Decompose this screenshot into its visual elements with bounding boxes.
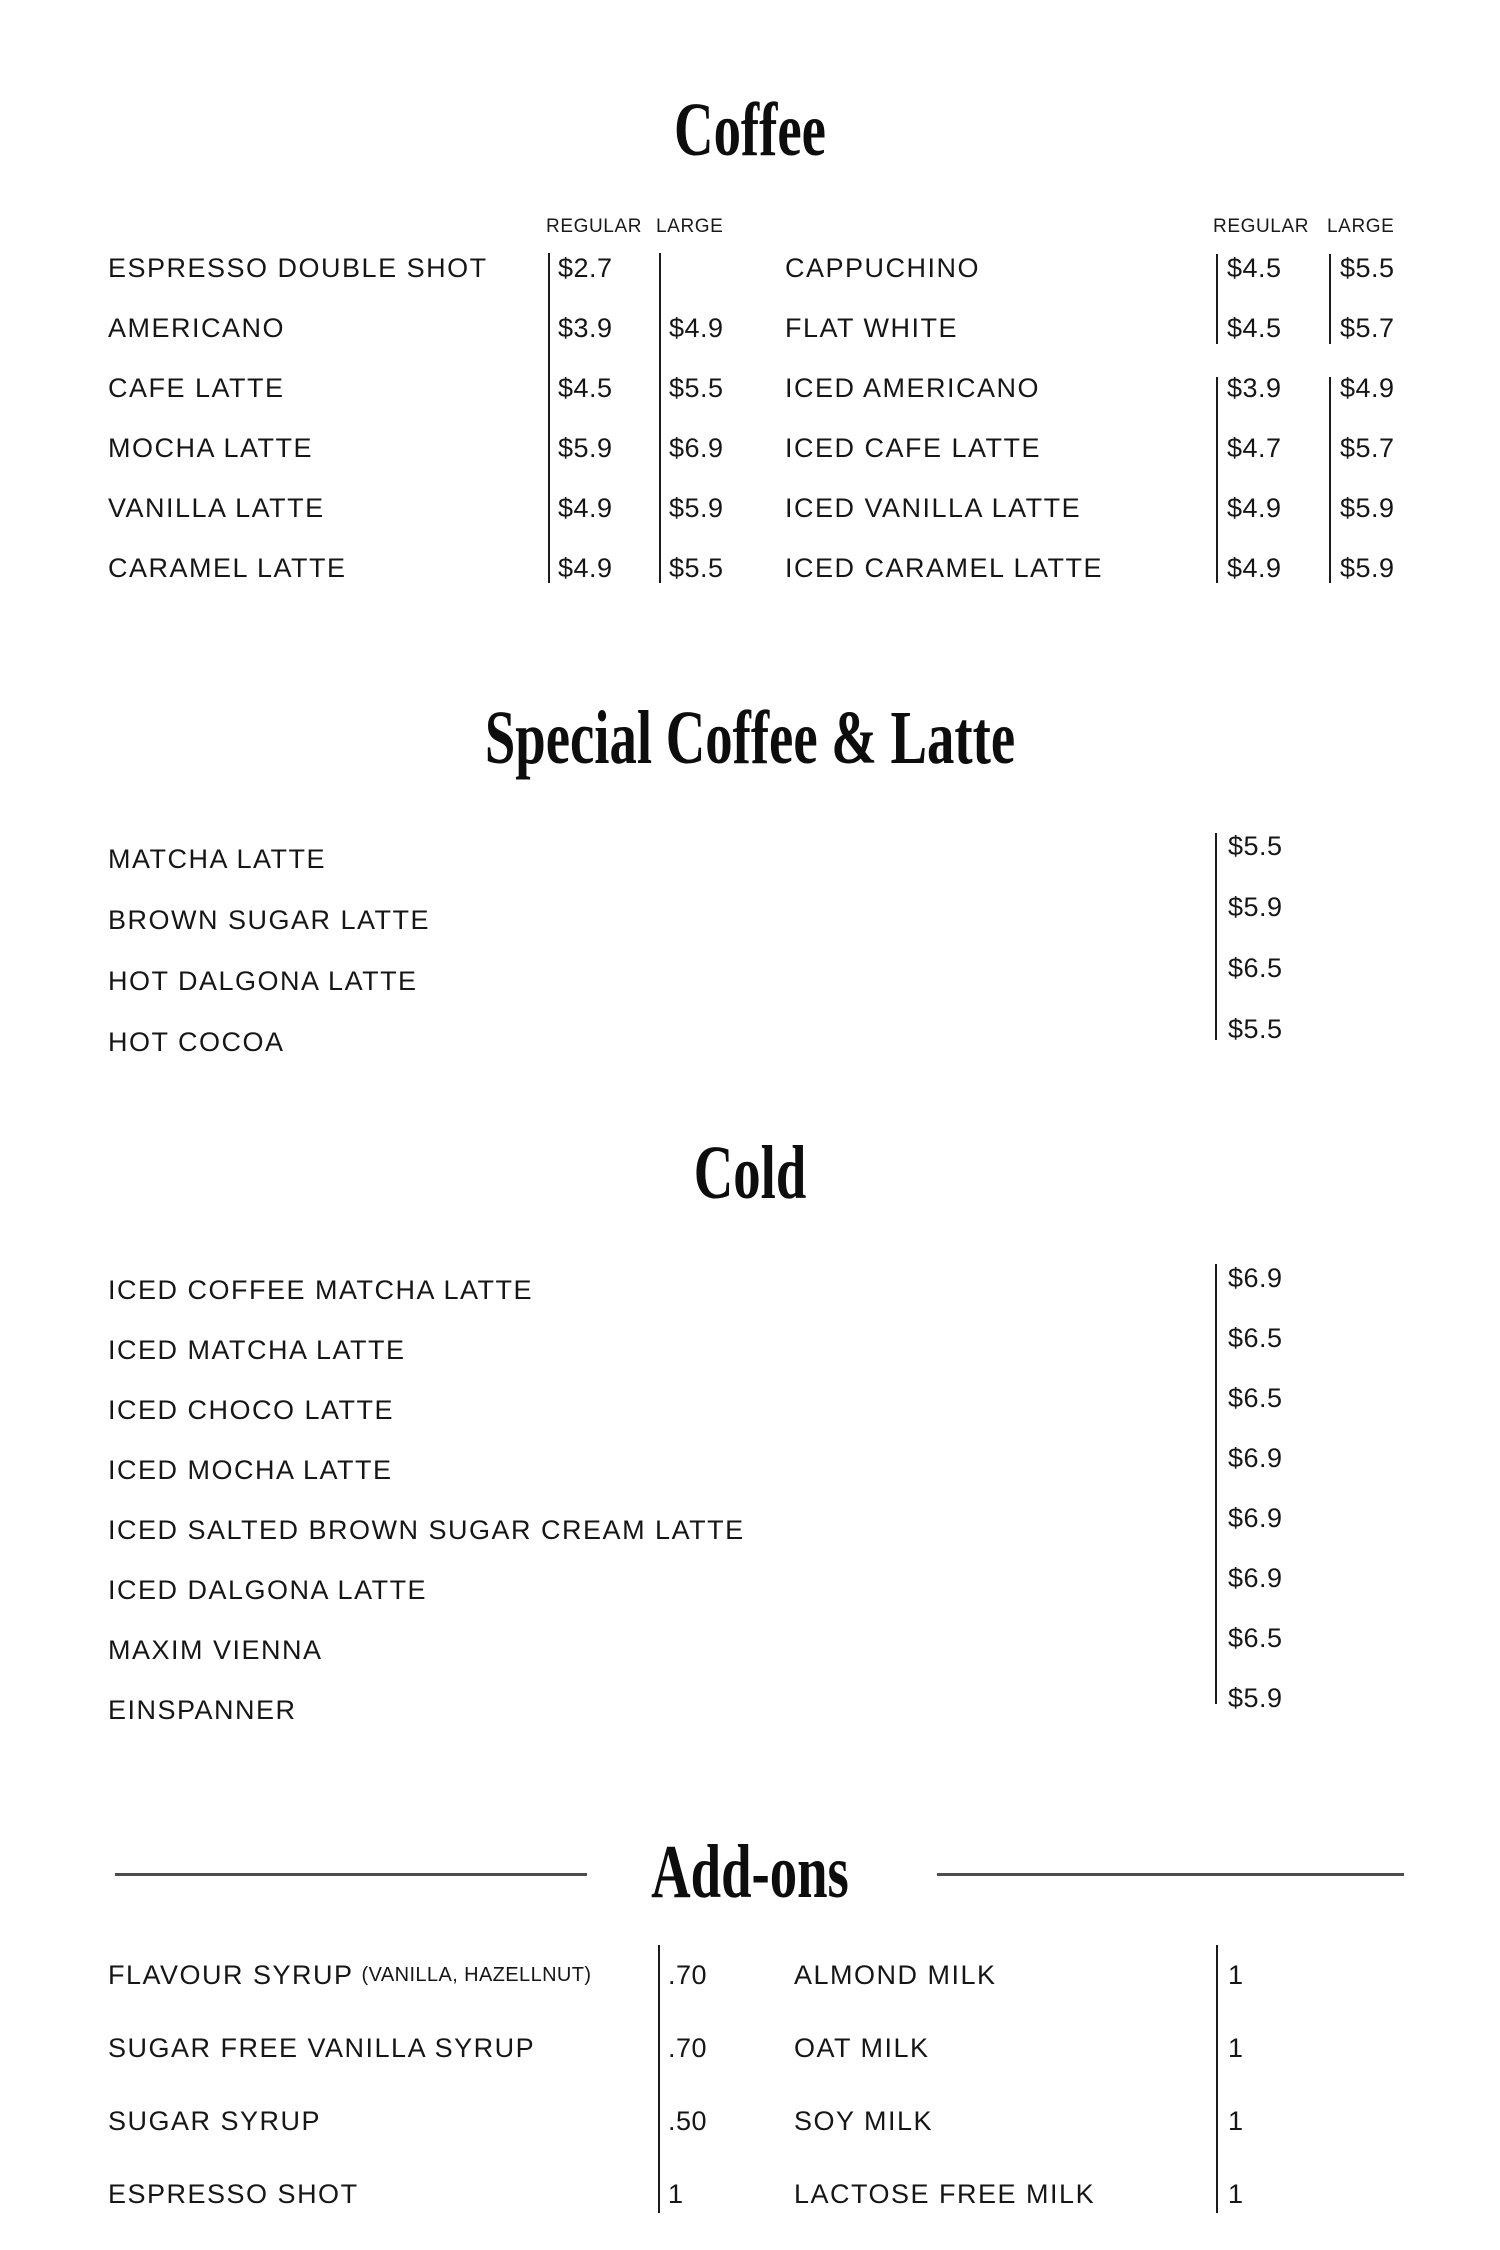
item-name: MATCHA LATTE (108, 844, 327, 874)
item-price-regular: $4.9 (558, 492, 613, 523)
coffee-left-large-prices (669, 238, 724, 598)
item-name: VANILLA LATTE (108, 492, 325, 523)
price-row (1228, 877, 1283, 938)
item-name: SUGAR SYRUP (108, 2106, 322, 2136)
price-row (1227, 238, 1282, 298)
item-price-large: $5.7 (1340, 432, 1395, 463)
item-price: $5.9 (1228, 892, 1283, 922)
menu-item-row (108, 2085, 591, 2158)
item-price: .50 (668, 2106, 708, 2136)
item-price: $6.9 (1228, 1562, 1283, 1593)
section-title-coffee: Coffee (674, 88, 826, 172)
item-name: BROWN SUGAR LATTE (108, 905, 431, 935)
item-name: ICED COFFEE MATCHA LATTE (108, 1274, 534, 1305)
price-divider-line (1215, 833, 1217, 1040)
item-price: $6.5 (1228, 1322, 1283, 1353)
price-row (1227, 538, 1282, 598)
item-name: MAXIM VIENNA (108, 1634, 323, 1665)
price-row (669, 478, 724, 538)
menu-item-row (794, 2085, 1095, 2158)
item-name: ICED CAFE LATTE (785, 432, 1042, 463)
price-row (1227, 418, 1282, 478)
item-price-large: $4.9 (669, 312, 724, 343)
price-row (1228, 999, 1283, 1060)
item-price-regular: $4.5 (558, 372, 613, 403)
menu-item-row (108, 1680, 745, 1740)
special-prices (1228, 816, 1283, 1060)
item-name: SUGAR FREE VANILLA SYRUP (108, 2033, 536, 2063)
item-price: 1 (668, 2179, 684, 2209)
item-name: FLAT WHITE (785, 312, 959, 343)
menu-item-row (108, 1500, 745, 1560)
price-row (1228, 1428, 1283, 1488)
menu-item-row (108, 298, 488, 358)
item-price: $6.9 (1228, 1262, 1283, 1293)
title-rule-left (115, 1873, 587, 1876)
price-row (1340, 538, 1395, 598)
section-title-special: Special Coffee & Latte (484, 696, 1016, 780)
menu-item-row (108, 358, 488, 418)
item-price-regular: $4.5 (1227, 312, 1282, 343)
item-price: 1 (1228, 2033, 1244, 2063)
menu-item-row (108, 2158, 591, 2231)
price-row (669, 418, 724, 478)
item-name: CAFE LATTE (108, 372, 285, 403)
item-price: 1 (1228, 2179, 1244, 2209)
column-header-regular-left: REGULAR (546, 216, 643, 237)
price-row (1227, 298, 1282, 358)
price-row (1228, 2012, 1244, 2085)
item-price: 1 (1228, 2106, 1244, 2136)
menu-item-row (108, 829, 430, 890)
item-price: $5.5 (1228, 831, 1283, 861)
price-row (668, 1939, 707, 2012)
item-price: 1 (1228, 1960, 1244, 1990)
section-title-addons: Add-ons (651, 1830, 849, 1914)
item-name: HOT COCOA (108, 1027, 285, 1057)
item-name: MOCHA LATTE (108, 432, 314, 463)
price-divider-line (548, 253, 550, 583)
price-row (1340, 238, 1395, 298)
price-divider-line (1216, 377, 1218, 583)
item-name: EINSPANNER (108, 1694, 297, 1725)
section-title-cold: Cold (693, 1131, 807, 1215)
item-price-large: $5.9 (1340, 552, 1395, 583)
price-row (668, 2085, 707, 2158)
price-divider-line (1329, 377, 1331, 583)
price-row (669, 238, 724, 298)
price-divider-line (1216, 254, 1218, 344)
price-row (1228, 1939, 1244, 2012)
price-row (1228, 1548, 1283, 1608)
menu-item-row (108, 951, 430, 1012)
price-row (1228, 938, 1283, 999)
item-price-large: $5.7 (1340, 312, 1395, 343)
item-price-large: $4.9 (1340, 372, 1395, 403)
item-name: CAPPUCHINO (785, 252, 981, 283)
item-name: ICED CARAMEL LATTE (785, 552, 1104, 583)
coffee-left-names (108, 238, 488, 598)
menu-item-row (108, 1939, 591, 2012)
addons-left-names (108, 1939, 591, 2231)
item-price: $6.5 (1228, 1622, 1283, 1653)
price-row (668, 2012, 707, 2085)
menu-item-row (108, 1260, 745, 1320)
price-row (1228, 1368, 1283, 1428)
price-row (1228, 1668, 1283, 1728)
item-name: ICED VANILLA LATTE (785, 492, 1082, 523)
title-rule-right (937, 1873, 1404, 1876)
price-row (1340, 418, 1395, 478)
item-name: SOY MILK (794, 2106, 934, 2136)
price-row (558, 238, 613, 298)
special-names (108, 829, 430, 1073)
cold-names (108, 1260, 745, 1740)
price-row (1228, 1608, 1283, 1668)
menu-item-row (108, 1620, 745, 1680)
item-price-regular: $4.7 (1227, 432, 1282, 463)
menu-item-row (794, 1939, 1095, 2012)
item-price: $6.9 (1228, 1442, 1283, 1473)
item-name: HOT DALGONA LATTE (108, 966, 418, 996)
price-row (558, 418, 613, 478)
menu-item-row (108, 1440, 745, 1500)
menu-item-row (108, 478, 488, 538)
item-name: FLAVOUR SYRUP (108, 1960, 354, 1990)
item-price-regular: $4.9 (1227, 492, 1282, 523)
menu-item-row (108, 238, 488, 298)
coffee-right-names (785, 238, 1103, 598)
item-price-regular: $3.9 (558, 312, 613, 343)
price-row (1340, 358, 1395, 418)
item-price-large: $5.5 (669, 372, 724, 403)
price-row (668, 2158, 707, 2231)
item-price: .70 (668, 1960, 708, 1990)
item-name: ICED CHOCO LATTE (108, 1394, 395, 1425)
menu-item-row (108, 1560, 745, 1620)
price-row (558, 298, 613, 358)
price-row (1228, 2158, 1244, 2231)
menu-item-row (785, 538, 1103, 598)
item-price-regular: $2.7 (558, 252, 613, 283)
item-price: $5.5 (1228, 1014, 1283, 1044)
column-header-regular-right: REGULAR (1213, 216, 1310, 237)
price-row (1340, 298, 1395, 358)
menu-item-row (785, 358, 1103, 418)
item-price-large: $5.5 (669, 552, 724, 583)
item-name: ESPRESSO DOUBLE SHOT (108, 252, 488, 283)
item-price-large: $5.9 (669, 492, 724, 523)
price-row (1228, 816, 1283, 877)
item-price-large: $5.9 (1340, 492, 1395, 523)
price-divider-line (659, 253, 661, 583)
cold-prices (1228, 1248, 1283, 1728)
price-row (669, 538, 724, 598)
addons-left-prices (668, 1939, 707, 2231)
price-row (1227, 478, 1282, 538)
item-name: ESPRESSO SHOT (108, 2179, 359, 2209)
price-row (558, 538, 613, 598)
item-name: ICED MOCHA LATTE (108, 1454, 393, 1485)
menu-item-row (108, 538, 488, 598)
item-name: ALMOND MILK (794, 1960, 997, 1990)
price-row (669, 358, 724, 418)
item-price-large: $6.9 (669, 432, 724, 463)
item-price-regular: $3.9 (1227, 372, 1282, 403)
menu-item-row (108, 1320, 745, 1380)
price-row (558, 358, 613, 418)
item-price-regular: $4.9 (558, 552, 613, 583)
item-price: $6.9 (1228, 1502, 1283, 1533)
item-price: $5.9 (1228, 1682, 1283, 1713)
price-divider-line (658, 1945, 660, 2213)
item-name: OAT MILK (794, 2033, 930, 2063)
column-header-large-left: LARGE (656, 216, 724, 237)
price-divider-line (1215, 1264, 1217, 1704)
item-price: $6.5 (1228, 1382, 1283, 1413)
menu-item-row (794, 2158, 1095, 2231)
coffee-right-regular-prices (1227, 238, 1282, 598)
item-name: CARAMEL LATTE (108, 552, 347, 583)
menu-item-row (108, 1012, 430, 1073)
item-price: $6.5 (1228, 953, 1283, 983)
price-row (1228, 2085, 1244, 2158)
menu-item-row (108, 418, 488, 478)
menu-item-row (785, 478, 1103, 538)
menu-item-row (785, 418, 1103, 478)
item-price-regular: $4.9 (1227, 552, 1282, 583)
menu-item-row (108, 1380, 745, 1440)
menu-item-row (785, 238, 1103, 298)
item-name: ICED DALGONA LATTE (108, 1574, 428, 1605)
coffee-right-large-prices (1340, 238, 1395, 598)
item-name: ICED AMERICANO (785, 372, 1041, 403)
price-row (1228, 1248, 1283, 1308)
price-row (1228, 1308, 1283, 1368)
price-row (1228, 1488, 1283, 1548)
menu-item-row (794, 2012, 1095, 2085)
menu-item-row (785, 298, 1103, 358)
item-name: AMERICANO (108, 312, 286, 343)
addons-right-names (794, 1939, 1095, 2231)
item-price: .70 (668, 2033, 708, 2063)
item-note: (VANILLA, HAZELLNUT) (361, 1964, 592, 1986)
item-name: LACTOSE FREE MILK (794, 2179, 1096, 2209)
item-name: ICED SALTED BROWN SUGAR CREAM LATTE (108, 1514, 745, 1545)
item-price-regular: $4.5 (1227, 252, 1282, 283)
coffee-left-regular-prices (558, 238, 613, 598)
item-price-regular: $5.9 (558, 432, 613, 463)
price-row (669, 298, 724, 358)
item-name: ICED MATCHA LATTE (108, 1334, 406, 1365)
menu-item-row (108, 2012, 591, 2085)
column-header-large-right: LARGE (1327, 216, 1395, 237)
menu-item-row (108, 890, 430, 951)
price-row (558, 478, 613, 538)
price-row (1340, 478, 1395, 538)
item-price-large: $5.5 (1340, 252, 1395, 283)
price-row (1227, 358, 1282, 418)
price-divider-line (1216, 1945, 1218, 2213)
addons-right-prices (1228, 1939, 1244, 2231)
price-divider-line (1329, 254, 1331, 344)
